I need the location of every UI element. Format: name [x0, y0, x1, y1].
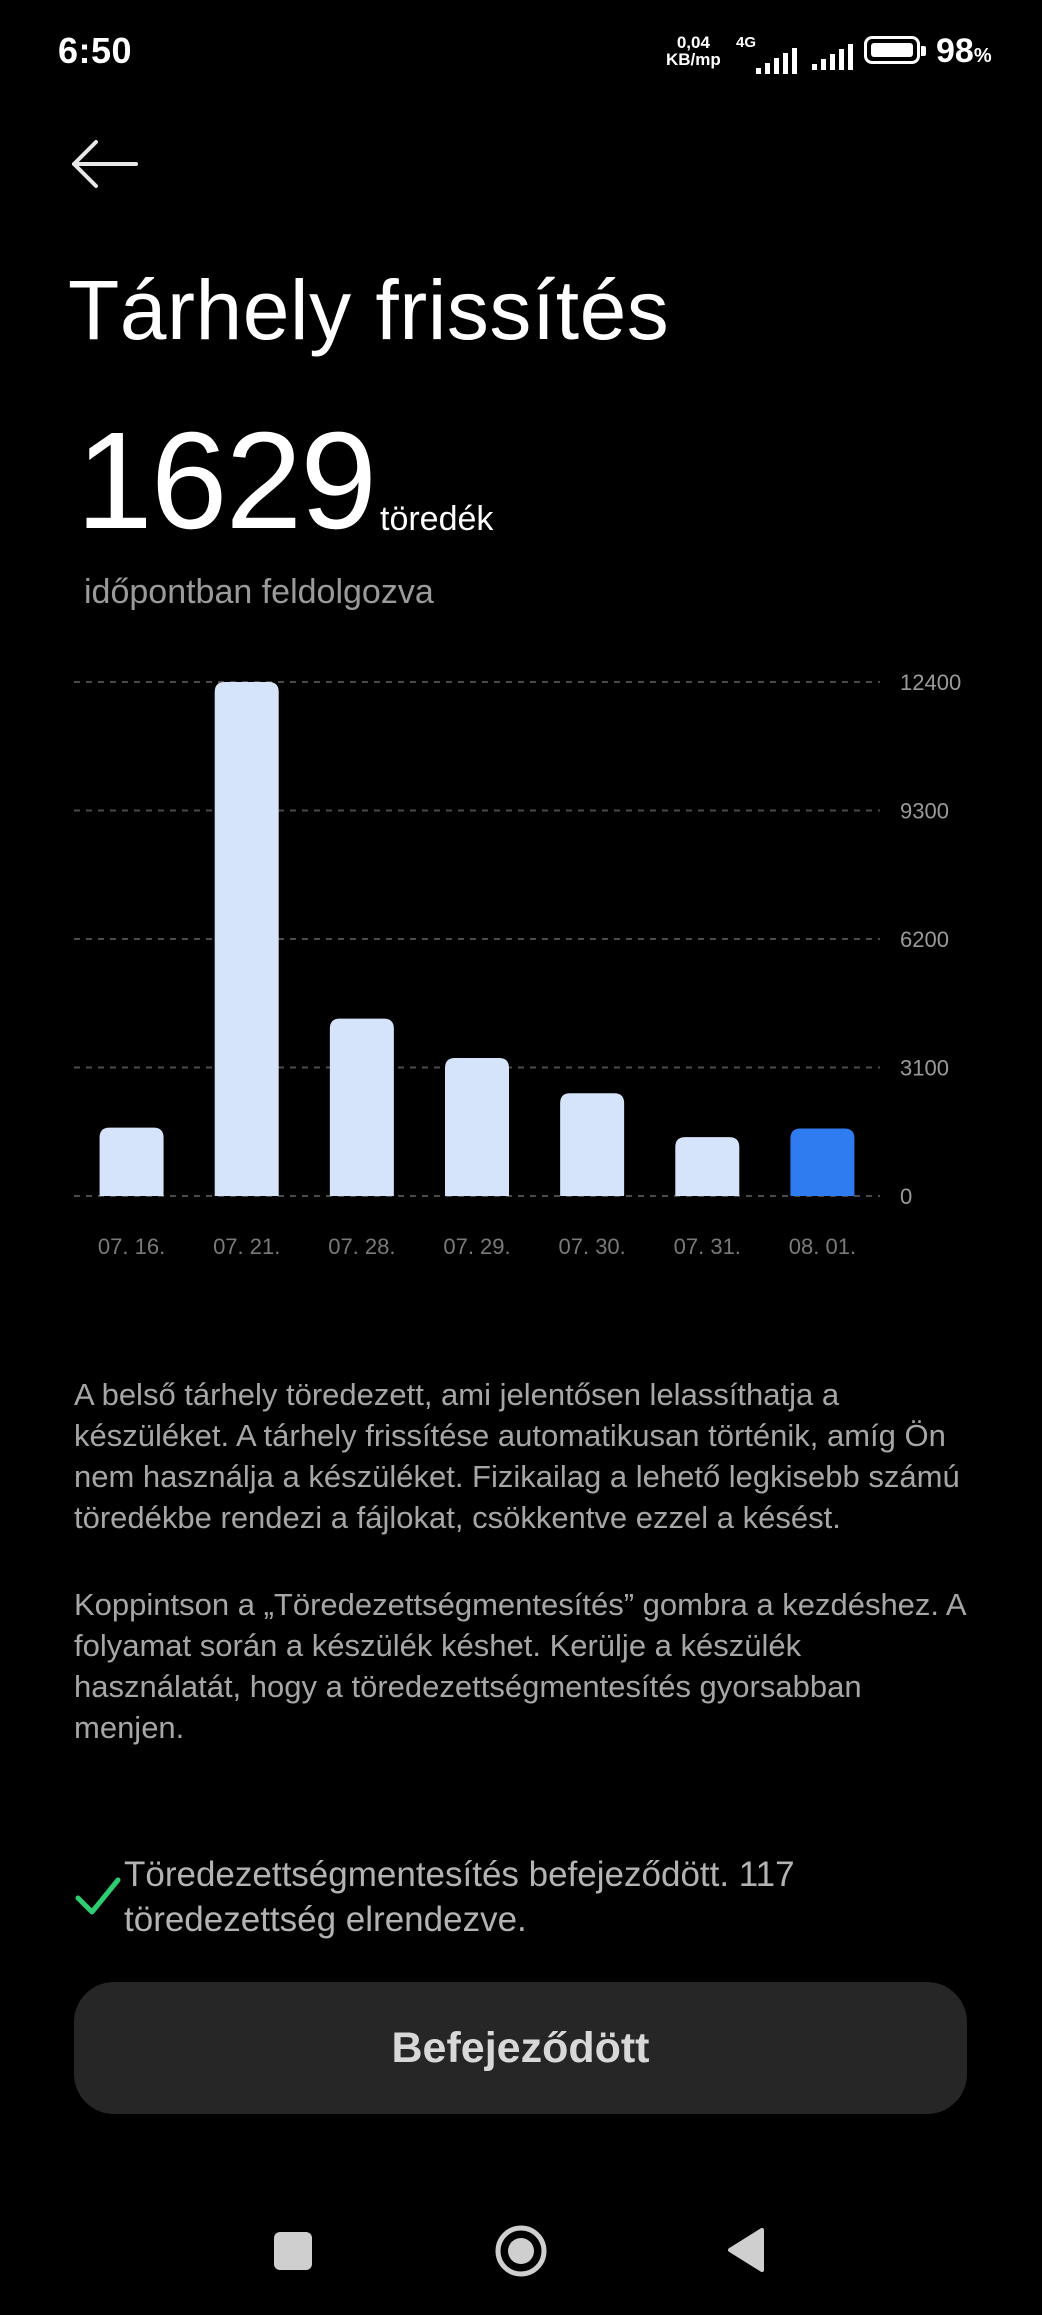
y-tick-label: 9300: [900, 798, 949, 824]
network-speed-value: 0,04: [676, 33, 710, 52]
chart-bar: [445, 1058, 509, 1196]
signal-icon-sim2: [812, 40, 853, 70]
x-tick-label: 07. 30.: [558, 1234, 626, 1259]
chart-bar: [330, 1019, 394, 1196]
page-title: Tárhely frissítés: [68, 263, 670, 357]
network-speed: [666, 34, 721, 68]
done-button[interactable]: Befejeződött: [74, 1982, 967, 2114]
processed-subtitle: időpontban feldolgozva: [84, 573, 434, 611]
square-icon[interactable]: [274, 2232, 312, 2270]
chart-bar: [100, 1128, 164, 1196]
y-tick-label: 0: [900, 1184, 913, 1209]
chart-bar: [790, 1128, 854, 1196]
network-speed-unit: KB/mp: [666, 50, 721, 69]
x-tick-label: 08. 01.: [788, 1234, 857, 1259]
arrow-left-icon: [62, 130, 152, 200]
y-tick-label: 6200: [900, 927, 949, 952]
battery-icon: [864, 36, 920, 64]
back-button[interactable]: [62, 130, 152, 200]
description-paragraph-2: Koppintson a „Töredezettségmentesítés” gombra a kezdéshez. A folyamat során a készülék késhet. Kerülje a készülék használatát, hogy a töredezettségmentesítés gyorsabban menjen.: [74, 1587, 965, 1745]
chart-bar: [675, 1137, 739, 1196]
y-tick-label: 12400: [900, 670, 962, 695]
chart-bar: [560, 1093, 624, 1196]
y-tick-label: 3100: [900, 1055, 949, 1081]
x-tick-label: 07. 16.: [97, 1234, 166, 1259]
circle-home-icon[interactable]: [494, 2224, 548, 2278]
x-tick-label: 07. 31.: [673, 1234, 741, 1259]
fragment-count: 1629: [76, 404, 375, 558]
triangle-back-icon[interactable]: [726, 2226, 766, 2274]
fragment-count-unit: töredék: [380, 500, 494, 538]
x-tick-label: 07. 29.: [443, 1234, 511, 1259]
x-tick-label: 07. 28.: [328, 1234, 396, 1259]
chart-bar: [215, 682, 279, 1196]
network-type-label: 4G: [736, 34, 757, 51]
status-time: 6:50: [58, 30, 133, 71]
checkmark-icon: [74, 1872, 122, 1920]
result-message: Töredezettségmentesítés befejeződött. 117 töredezettség elrendezve.: [124, 1855, 795, 1939]
battery-percent: 98%: [936, 32, 992, 70]
x-tick-label: 07. 21.: [213, 1234, 281, 1259]
description-paragraph-1: A belső tárhely töredezett, ami jelentősen lelassíthatja a készüléket. A tárhely frissítése automatikusan történik, amíg Ön nem használja a készüléket. Fizikailag a lehető legkisebb számú töredékbe rendezi a fájlokat, csökkentve ezzel a késést.: [74, 1377, 960, 1535]
signal-icon: [756, 44, 797, 74]
fragment-bar-chart: [0, 660, 1042, 1270]
